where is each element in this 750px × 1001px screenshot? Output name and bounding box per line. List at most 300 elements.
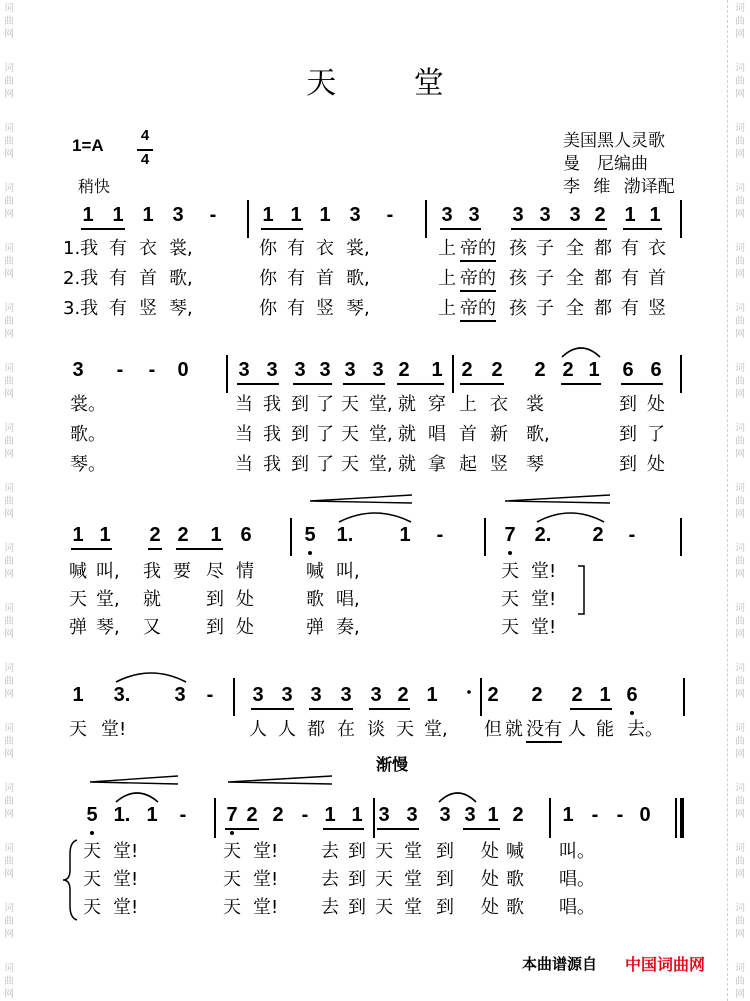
source-site-link[interactable]: 中国词曲网 xyxy=(625,955,706,974)
lyric-syllable: 到 xyxy=(206,589,224,610)
hairpin-mark xyxy=(90,776,178,784)
lyric-syllable: 到 xyxy=(348,841,366,862)
lyric-syllable: 竖 xyxy=(648,298,666,319)
lyric-syllable: 裳 xyxy=(526,394,544,415)
watermark-text: 词曲网 xyxy=(735,723,745,760)
watermark-text: 词曲网 xyxy=(735,123,745,160)
bar-line xyxy=(214,798,216,838)
slur-arc xyxy=(116,793,158,802)
lyric-syllable: 堂! xyxy=(113,897,139,918)
note: 6 xyxy=(650,359,662,381)
lyric-syllable: 上 xyxy=(438,298,456,319)
low-octave-dot xyxy=(508,551,512,555)
lyric-syllable: 奏, xyxy=(336,617,360,638)
note: 1 xyxy=(319,204,331,226)
lyric-syllable: 去 xyxy=(321,869,339,890)
beam-underline xyxy=(570,708,612,710)
lyric-syllable: 喊 xyxy=(306,561,324,582)
watermark-text: 词曲网 xyxy=(4,843,14,880)
note: 1 xyxy=(262,204,274,226)
final-bar-thin xyxy=(675,798,677,838)
note: 1 xyxy=(142,204,154,226)
note: 1. xyxy=(336,524,354,546)
note: 1 xyxy=(426,684,438,706)
lyric-syllable: 唱, xyxy=(336,589,360,610)
lyric-syllable: 去 xyxy=(321,841,339,862)
bar-line xyxy=(680,355,682,393)
lyric-syllable: 天 xyxy=(341,394,359,415)
watermark-text: 词曲网 xyxy=(735,483,745,520)
lyric-syllable: 堂! xyxy=(253,869,279,890)
note: 1 xyxy=(624,204,636,226)
watermark-text: 词曲网 xyxy=(4,303,14,340)
note: 2 xyxy=(177,524,189,546)
lyric-syllable: 子 xyxy=(536,268,554,289)
watermark-text: 词曲网 xyxy=(735,423,745,460)
lyric-syllable: 堂! xyxy=(113,869,139,890)
key-signature: 1=A xyxy=(72,136,104,155)
lyric-syllable: 就 xyxy=(143,589,161,610)
lyric-syllable: 孩 xyxy=(509,298,527,319)
lyric-syllable: 叫, xyxy=(336,561,360,582)
note: 5 xyxy=(304,524,316,546)
lyric-syllable: 有 xyxy=(109,268,127,289)
watermark-text: 词曲网 xyxy=(735,603,745,640)
hairpin-mark xyxy=(505,495,610,503)
lyric-syllable: 有 xyxy=(621,298,639,319)
note: 3 xyxy=(294,359,306,381)
lyric-syllable: 堂! xyxy=(101,719,127,740)
lyric-syllable: 就 xyxy=(398,394,416,415)
lyric-syllable: 帝的 xyxy=(460,298,496,319)
watermark-text: 词曲网 xyxy=(735,843,745,880)
note: 2 xyxy=(461,359,473,381)
beam-underline xyxy=(561,383,601,385)
watermark-text: 词曲网 xyxy=(4,783,14,820)
note: 3 xyxy=(349,204,361,226)
note: 3 xyxy=(569,204,581,226)
watermark-text: 词曲网 xyxy=(4,123,14,160)
bar-line xyxy=(680,200,682,238)
lyric-syllable: 到 xyxy=(619,394,637,415)
note: 1 xyxy=(99,524,111,546)
lyric-underline xyxy=(526,741,562,743)
lyric-syllable: 堂 xyxy=(404,869,422,890)
lyric-syllable: 歌, xyxy=(346,268,370,289)
note: 3 xyxy=(372,359,384,381)
lyric-syllable: 歌 xyxy=(506,869,524,890)
note: 1 xyxy=(599,684,611,706)
low-octave-dot xyxy=(90,831,94,835)
watermark-text: 词曲网 xyxy=(735,303,745,340)
lyric-syllable: 有 xyxy=(621,268,639,289)
note: 2 xyxy=(149,524,161,546)
slur-arc xyxy=(562,348,600,357)
lyric-syllable: 处 xyxy=(236,617,254,638)
lyric-syllable: 上 xyxy=(438,238,456,259)
lyric-syllable: 上 xyxy=(459,394,477,415)
watermark-text: 词曲网 xyxy=(4,243,14,280)
note: 3 xyxy=(252,684,264,706)
lyric-syllable: 堂, xyxy=(369,394,393,415)
lyric-underline xyxy=(460,320,496,322)
lyric-syllable: 有 xyxy=(287,238,305,259)
note: 7 xyxy=(226,804,238,826)
note: 3 xyxy=(238,359,250,381)
lyric-syllable: 了 xyxy=(316,424,334,445)
watermark-text: 词曲网 xyxy=(735,783,745,820)
note: - xyxy=(209,204,217,226)
note: 1 xyxy=(290,204,302,226)
lyric-syllable: 都 xyxy=(594,298,612,319)
note: 3 xyxy=(310,684,322,706)
lyric-syllable: 堂! xyxy=(531,617,557,638)
bar-line xyxy=(452,355,454,393)
note: 3 xyxy=(468,204,480,226)
watermark-text: 词曲网 xyxy=(4,543,14,580)
bar-line xyxy=(549,798,551,838)
lyric-syllable: 唱 xyxy=(428,424,446,445)
bar-line xyxy=(247,200,249,238)
lyric-syllable: 堂, xyxy=(424,719,448,740)
note: - xyxy=(206,684,214,706)
lyric-syllable: 堂 xyxy=(404,841,422,862)
watermark-text: 词曲网 xyxy=(735,963,745,1000)
note: 3 xyxy=(266,359,278,381)
note: 3 xyxy=(439,804,451,826)
lyric-syllable: 孩 xyxy=(509,268,527,289)
beam-underline xyxy=(293,383,332,385)
lyric-syllable: 天 xyxy=(223,869,241,890)
watermark-text: 词曲网 xyxy=(4,423,14,460)
lyric-syllable: 首 xyxy=(648,268,666,289)
lyric-syllable: 首 xyxy=(316,268,334,289)
lyric-syllable: 到 xyxy=(436,869,454,890)
breath-mark xyxy=(467,690,471,694)
note: 1 xyxy=(487,804,499,826)
note: - xyxy=(616,804,624,826)
lyric-syllable: 有 xyxy=(109,238,127,259)
bar-line xyxy=(680,518,682,556)
lyric-syllable: 1.我 xyxy=(63,238,99,259)
lyric-syllable: 没有 xyxy=(526,719,562,740)
lyric-syllable: 竖 xyxy=(316,298,334,319)
watermark-text: 词曲网 xyxy=(735,363,745,400)
note: 3 xyxy=(281,684,293,706)
lyric-syllable: 叫, xyxy=(96,561,120,582)
lyric-syllable: 琴, xyxy=(169,298,193,319)
lyric-syllable: 处 xyxy=(236,589,254,610)
lyric-syllable: 天 xyxy=(501,589,519,610)
lyric-syllable: 有 xyxy=(287,298,305,319)
lyric-syllable: 堂, xyxy=(96,589,120,610)
tempo-marking: 稍快 xyxy=(78,177,111,196)
lyric-syllable: 天 xyxy=(223,897,241,918)
lyric-syllable: 你 xyxy=(259,238,277,259)
watermark-text: 词曲网 xyxy=(735,183,745,220)
ritardando-marking: 渐慢 xyxy=(376,755,409,774)
lyric-syllable: 琴。 xyxy=(70,454,106,475)
note: 6 xyxy=(626,684,638,706)
lyric-syllable: 天 xyxy=(341,454,359,475)
lyric-syllable: 情 xyxy=(236,561,254,582)
credit-arranger: 曼 尼编曲 xyxy=(563,154,648,174)
lyric-syllable: 处 xyxy=(481,897,499,918)
lyric-syllable: 处 xyxy=(481,869,499,890)
low-octave-dot xyxy=(308,551,312,555)
lyric-syllable: 人 xyxy=(278,719,296,740)
lyric-syllable: 天 xyxy=(69,719,87,740)
lyric-syllable: 弹 xyxy=(306,617,324,638)
lyric-syllable: 处 xyxy=(647,454,665,475)
lyric-syllable: 我 xyxy=(263,454,281,475)
note: 3. xyxy=(113,684,131,706)
source-label: 本曲谱源自 xyxy=(522,955,598,973)
note: 3 xyxy=(72,359,84,381)
lyric-syllable: 处 xyxy=(647,394,665,415)
low-octave-dot xyxy=(230,831,234,835)
lyric-syllable: 谈 xyxy=(367,719,385,740)
lyric-syllable: 天 xyxy=(223,841,241,862)
lyric-syllable: 子 xyxy=(536,298,554,319)
note: - xyxy=(436,524,444,546)
note: 2 xyxy=(571,684,583,706)
lyric-syllable: 都 xyxy=(594,238,612,259)
beam-underline xyxy=(463,828,500,830)
beam-underline xyxy=(261,228,303,230)
lyric-syllable: 有 xyxy=(621,238,639,259)
note: 1 xyxy=(72,524,84,546)
note: 3 xyxy=(441,204,453,226)
note: 1 xyxy=(112,204,124,226)
slur-arc xyxy=(116,673,186,682)
watermark-text: 词曲网 xyxy=(735,3,745,40)
note: 3 xyxy=(172,204,184,226)
slur-arc xyxy=(537,513,604,522)
bar-line xyxy=(226,355,228,393)
lyric-syllable: 天 xyxy=(375,897,393,918)
lyric-syllable: 孩 xyxy=(509,238,527,259)
note: 3 xyxy=(344,359,356,381)
lyric-syllable: 歌。 xyxy=(70,424,106,445)
song-title: 天 堂 xyxy=(306,66,444,101)
lyric-syllable: 有 xyxy=(287,268,305,289)
lyric-syllable: 喊 xyxy=(506,841,524,862)
lyric-syllable: 裳, xyxy=(169,238,193,259)
lyric-syllable: 去 xyxy=(321,897,339,918)
note: 3 xyxy=(370,684,382,706)
lyric-syllable: 到 xyxy=(348,869,366,890)
lyric-syllable: 堂! xyxy=(531,561,557,582)
bar-line xyxy=(425,200,427,238)
bar-line xyxy=(373,798,375,838)
lyric-syllable: 堂! xyxy=(113,841,139,862)
hairpin-mark xyxy=(310,495,412,503)
lyric-syllable: 当 xyxy=(235,394,253,415)
watermark-text: 词曲网 xyxy=(4,903,14,940)
watermark-text: 词曲网 xyxy=(4,483,14,520)
note: 6 xyxy=(622,359,634,381)
lyric-syllable: 唱。 xyxy=(559,897,595,918)
beam-underline xyxy=(440,228,481,230)
lyric-syllable: 到 xyxy=(291,424,309,445)
lyric-syllable: 琴, xyxy=(346,298,370,319)
lyric-syllable: 但 xyxy=(484,719,502,740)
note: - xyxy=(591,804,599,826)
lyric-syllable: 你 xyxy=(259,268,277,289)
lyric-syllable: 去。 xyxy=(627,719,663,740)
note: 1. xyxy=(113,804,131,826)
lyric-syllable: 裳。 xyxy=(70,394,106,415)
lyric-syllable: 唱。 xyxy=(559,869,595,890)
lyric-syllable: 能 xyxy=(596,719,614,740)
verse-brace xyxy=(63,840,77,920)
lyric-syllable: 了 xyxy=(316,394,334,415)
watermark-text: 词曲网 xyxy=(4,663,14,700)
watermark-text: 词曲网 xyxy=(4,363,14,400)
lyric-syllable: 堂 xyxy=(404,897,422,918)
note: 1 xyxy=(431,359,443,381)
beam-underline xyxy=(81,228,125,230)
lyric-syllable: 堂, xyxy=(369,454,393,475)
watermark-text: 词曲网 xyxy=(4,723,14,760)
note: 2 xyxy=(272,804,284,826)
lyric-syllable: 帝的 xyxy=(460,238,496,259)
note: 3 xyxy=(406,804,418,826)
note: 5 xyxy=(86,804,98,826)
lyric-syllable: 新 xyxy=(490,424,508,445)
lyric-syllable: 歌 xyxy=(306,589,324,610)
lyric-syllable: 琴, xyxy=(96,617,120,638)
lyric-syllable: 全 xyxy=(566,268,584,289)
note: 3 xyxy=(512,204,524,226)
note: 2 xyxy=(534,359,546,381)
note: 0 xyxy=(639,804,651,826)
watermark-text: 词曲网 xyxy=(4,963,14,1000)
note: - xyxy=(628,524,636,546)
note: - xyxy=(179,804,187,826)
lyric-syllable: 到 xyxy=(619,424,637,445)
bar-line xyxy=(683,678,685,716)
note: 2 xyxy=(398,359,410,381)
lyric-syllable: 天 xyxy=(375,841,393,862)
lyric-syllable: 我 xyxy=(143,561,161,582)
note: - xyxy=(386,204,394,226)
lyric-syllable: 就 xyxy=(398,454,416,475)
lyric-syllable: 我 xyxy=(263,424,281,445)
lyric-syllable: 全 xyxy=(566,298,584,319)
note: 0 xyxy=(177,359,189,381)
lyric-syllable: 了 xyxy=(316,454,334,475)
watermark-text: 词曲网 xyxy=(4,3,14,40)
note: 1 xyxy=(210,524,222,546)
watermark-text: 词曲网 xyxy=(735,243,745,280)
note: 3 xyxy=(319,359,331,381)
beam-underline xyxy=(323,828,364,830)
lyric-syllable: 处 xyxy=(481,841,499,862)
lyric-underline xyxy=(460,290,496,292)
lyric-syllable: 天 xyxy=(69,589,87,610)
lyric-syllable: 堂! xyxy=(253,841,279,862)
beam-underline xyxy=(623,228,662,230)
lyric-syllable: 弹 xyxy=(69,617,87,638)
lyric-syllable: 又 xyxy=(143,617,161,638)
lyric-syllable: 歌, xyxy=(169,268,193,289)
beam-underline xyxy=(176,548,223,550)
watermark-text: 词曲网 xyxy=(735,903,745,940)
lyric-syllable: 上 xyxy=(438,268,456,289)
lyric-syllable: 叫。 xyxy=(559,841,595,862)
lyric-syllable: 到 xyxy=(436,841,454,862)
note: 3 xyxy=(340,684,352,706)
lyric-syllable: 都 xyxy=(307,719,325,740)
lyric-syllable: 了 xyxy=(647,424,665,445)
note: 7 xyxy=(504,524,516,546)
note: 2 xyxy=(487,684,499,706)
note: 3 xyxy=(378,804,390,826)
lyric-syllable: 竖 xyxy=(139,298,157,319)
beam-underline xyxy=(397,383,444,385)
bar-line xyxy=(480,678,482,716)
lyric-syllable: 琴 xyxy=(526,454,544,475)
lyric-syllable: 衣 xyxy=(490,394,508,415)
note: 2. xyxy=(534,524,552,546)
time-signature-top: 4 xyxy=(140,127,150,144)
beam-underline xyxy=(251,708,294,710)
note: 2 xyxy=(512,804,524,826)
lyric-syllable: 子 xyxy=(536,238,554,259)
watermark-text: 词曲网 xyxy=(735,63,745,100)
lyric-syllable: 歌, xyxy=(526,424,550,445)
lyric-syllable: 要 xyxy=(173,561,191,582)
note: 2 xyxy=(246,804,258,826)
lyric-syllable: 就 xyxy=(505,719,523,740)
lyric-syllable: 有 xyxy=(109,298,127,319)
note: 1 xyxy=(72,684,84,706)
beam-underline xyxy=(148,548,162,550)
lyric-syllable: 堂! xyxy=(531,589,557,610)
note: - xyxy=(148,359,156,381)
bar-line xyxy=(484,518,486,556)
lyric-syllable: 我 xyxy=(263,394,281,415)
lyric-syllable: 首 xyxy=(139,268,157,289)
note: 1 xyxy=(588,359,600,381)
lyric-syllable: 衣 xyxy=(316,238,334,259)
note: 1 xyxy=(351,804,363,826)
beam-underline xyxy=(621,383,663,385)
lyric-syllable: 到 xyxy=(619,454,637,475)
lyric-syllable: 就 xyxy=(398,424,416,445)
watermark-text: 词曲网 xyxy=(735,543,745,580)
bar-line xyxy=(290,518,292,556)
lyric-syllable: 天 xyxy=(501,617,519,638)
lyric-syllable: 天 xyxy=(83,897,101,918)
lyric-syllable: 衣 xyxy=(648,238,666,259)
credit-origin: 美国黑人灵歌 xyxy=(563,131,665,151)
lyric-syllable: 裳, xyxy=(346,238,370,259)
lyric-underline xyxy=(460,260,496,262)
beam-underline xyxy=(343,383,385,385)
lyric-syllable: 3.我 xyxy=(63,298,99,319)
watermark-text: 词曲网 xyxy=(4,603,14,640)
note: 1 xyxy=(649,204,661,226)
beam-underline xyxy=(309,708,353,710)
bar-line xyxy=(233,678,235,716)
slur-arc xyxy=(339,513,411,522)
note: 2 xyxy=(562,359,574,381)
note: 1 xyxy=(399,524,411,546)
lyric-syllable: 到 xyxy=(348,897,366,918)
